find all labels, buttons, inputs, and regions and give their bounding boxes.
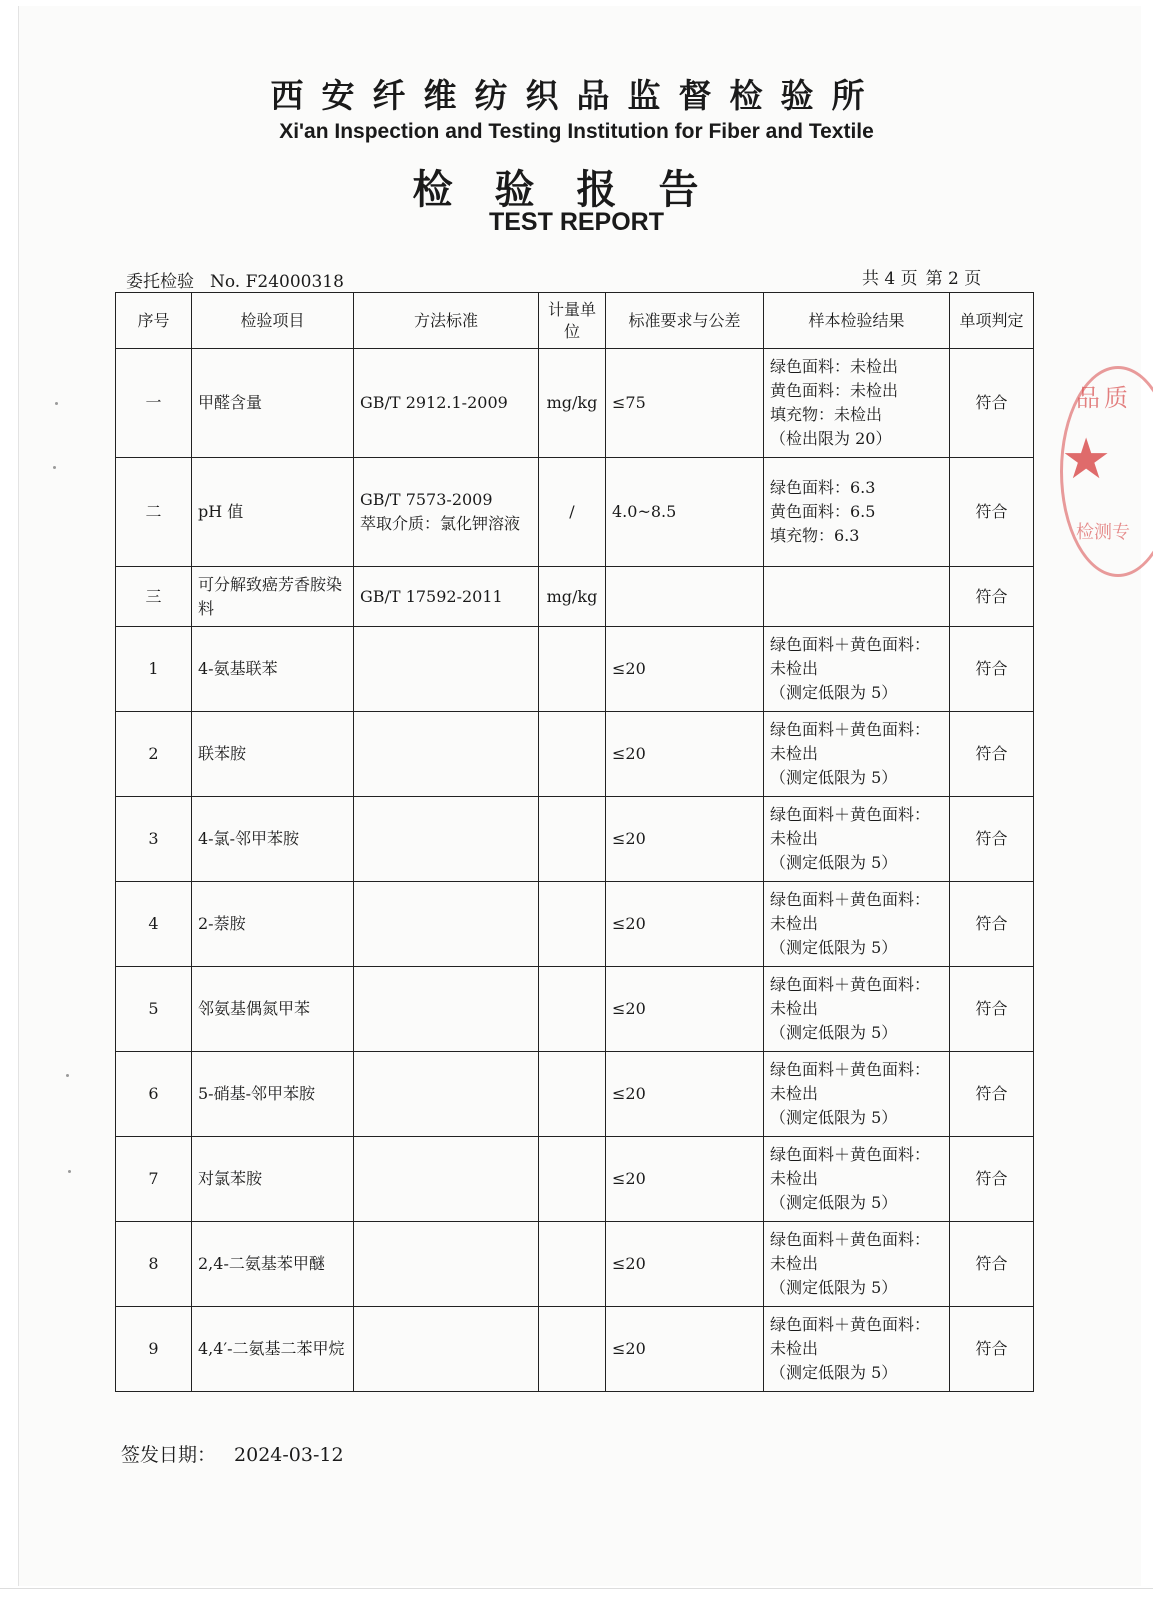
table-row [116,712,1034,797]
cell-result: 绿色面料＋黄色面料：未检出 （测定低限为 5） [764,1222,950,1307]
cell-unit [539,1137,606,1222]
seal-text-bottom: 检测专 [1076,522,1130,543]
cell-requirement: ≤20 [606,712,764,797]
cell-unit: / [539,458,606,567]
cell-method [354,1137,539,1222]
cell-result [764,567,950,627]
cell-verdict: 符合 [950,567,1034,627]
cell-item: pH 值 [192,458,354,567]
institution-title-cn: 西安纤维纺织品监督检验所 [270,76,883,115]
cell-requirement: ≤20 [606,882,764,967]
cell-requirement [606,567,764,627]
cell-unit [539,712,606,797]
table-row [116,458,1034,567]
table-row [116,627,1034,712]
seal-text-top: 品质 [1076,384,1132,412]
cell-unit: mg/kg [539,349,606,458]
cell-item: 对氯苯胺 [192,1137,354,1222]
scan-speck [53,466,56,469]
cell-item: 4-氨基联苯 [192,627,354,712]
cell-method [354,627,539,712]
cell-unit [539,1307,606,1392]
cell-item: 4,4′-二氨基二苯甲烷 [192,1307,354,1392]
cell-verdict: 符合 [950,882,1034,967]
cell-method [354,1222,539,1307]
cell-seq: 8 [116,1222,192,1307]
cell-method: GB/T 17592-2011 [354,567,539,627]
issue-date-label: 签发日期： [121,1444,217,1466]
header-result: 样本检验结果 [764,293,950,349]
report-meta [126,267,344,292]
cell-method [354,882,539,967]
cell-item: 甲醛含量 [192,349,354,458]
cell-seq: 三 [116,567,192,627]
cell-requirement: 4.0~8.5 [606,458,764,567]
cell-result: 绿色面料＋黄色面料：未检出 （测定低限为 5） [764,712,950,797]
table-row [116,797,1034,882]
cell-verdict: 符合 [950,1052,1034,1137]
cell-verdict: 符合 [950,627,1034,712]
cell-item: 邻氨基偶氮甲苯 [192,967,354,1052]
cell-verdict: 符合 [950,1307,1034,1392]
cell-unit [539,882,606,967]
cell-requirement: ≤75 [606,349,764,458]
test-results-table [115,292,1034,1392]
cell-seq: 5 [116,967,192,1052]
institution-title-en: Xi'an Inspection and Testing Institution for Fiber and Textile [279,120,874,143]
cell-unit [539,1052,606,1137]
table-header-row [116,293,1034,349]
header-requirement: 标准要求与公差 [606,293,764,349]
cell-result: 绿色面料＋黄色面料：未检出 （测定低限为 5） [764,797,950,882]
current-page: 第 2 页 [925,269,982,289]
scan-speck [55,402,58,405]
page-indicator [862,264,981,289]
table-row [116,567,1034,627]
cell-requirement: ≤20 [606,1052,764,1137]
cell-requirement: ≤20 [606,1137,764,1222]
cell-item: 联苯胺 [192,712,354,797]
seal-star-icon: ★ [1061,427,1112,492]
cell-verdict: 符合 [950,967,1034,1052]
cell-method [354,712,539,797]
scan-speck [66,1074,69,1077]
cell-seq: 2 [116,712,192,797]
header-unit: 计量单位 [539,293,606,349]
header-method: 方法标准 [354,293,539,349]
table-row [116,882,1034,967]
cell-seq: 一 [116,349,192,458]
cell-requirement: ≤20 [606,967,764,1052]
header-verdict: 单项判定 [950,293,1034,349]
cell-requirement: ≤20 [606,1307,764,1392]
report-title-en: TEST REPORT [488,208,664,236]
cell-unit [539,1222,606,1307]
cell-verdict: 符合 [950,712,1034,797]
cell-result: 绿色面料＋黄色面料：未检出 （测定低限为 5） [764,1052,950,1137]
cell-item: 4-氯-邻甲苯胺 [192,797,354,882]
cell-verdict: 符合 [950,797,1034,882]
cell-item: 2,4-二氨基苯甲醚 [192,1222,354,1307]
cell-unit [539,627,606,712]
cell-item: 可分解致癌芳香胺染料 [192,567,354,627]
cell-method [354,797,539,882]
cell-method [354,1307,539,1392]
cell-seq: 二 [116,458,192,567]
cell-method [354,967,539,1052]
cell-seq: 7 [116,1137,192,1222]
cell-result: 绿色面料＋黄色面料：未检出 （测定低限为 5） [764,1307,950,1392]
table-row [116,1052,1034,1137]
table-row [116,967,1034,1052]
cell-result: 绿色面料＋黄色面料：未检出 （测定低限为 5） [764,627,950,712]
cell-verdict: 符合 [950,1137,1034,1222]
total-pages: 共 4 页 [862,269,918,289]
cell-requirement: ≤20 [606,797,764,882]
table-row [116,349,1034,458]
cell-result: 绿色面料＋黄色面料：未检出 （测定低限为 5） [764,882,950,967]
cell-verdict: 符合 [950,1222,1034,1307]
cell-seq: 6 [116,1052,192,1137]
inspection-type: 委托检验 [126,272,194,292]
issue-date-line [121,1440,344,1467]
cell-seq: 1 [116,627,192,712]
cell-result: 绿色面料＋黄色面料：未检出 （测定低限为 5） [764,1137,950,1222]
cell-seq: 9 [116,1307,192,1392]
table-row [116,1137,1034,1222]
cell-unit [539,797,606,882]
cell-method: GB/T 7573-2009 萃取介质：氯化钾溶液 [354,458,539,567]
cell-verdict: 符合 [950,349,1034,458]
header-seq: 序号 [116,293,192,349]
cell-verdict: 符合 [950,458,1034,567]
cell-method: GB/T 2912.1-2009 [354,349,539,458]
cell-item: 2-萘胺 [192,882,354,967]
cell-seq: 3 [116,797,192,882]
table-row [116,1307,1034,1392]
scan-bottom-edge [0,1588,1153,1601]
cell-unit: mg/kg [539,567,606,627]
report-number: No. F24000318 [210,272,344,292]
cell-result: 绿色面料：6.3 黄色面料：6.5 填充物：6.3 [764,458,950,567]
cell-method [354,1052,539,1137]
cell-result: 绿色面料：未检出 黄色面料：未检出 填充物：未检出 （检出限为 20） [764,349,950,458]
report-title-cn: 检验报告 [412,166,741,213]
cell-item: 5-硝基-邻甲苯胺 [192,1052,354,1137]
table-row [116,1222,1034,1307]
cell-requirement: ≤20 [606,627,764,712]
cell-result: 绿色面料＋黄色面料：未检出 （测定低限为 5） [764,967,950,1052]
issue-date: 2024-03-12 [234,1444,344,1466]
cell-requirement: ≤20 [606,1222,764,1307]
header-item: 检验项目 [192,293,354,349]
scan-speck [68,1170,71,1173]
cell-unit [539,967,606,1052]
cell-seq: 4 [116,882,192,967]
